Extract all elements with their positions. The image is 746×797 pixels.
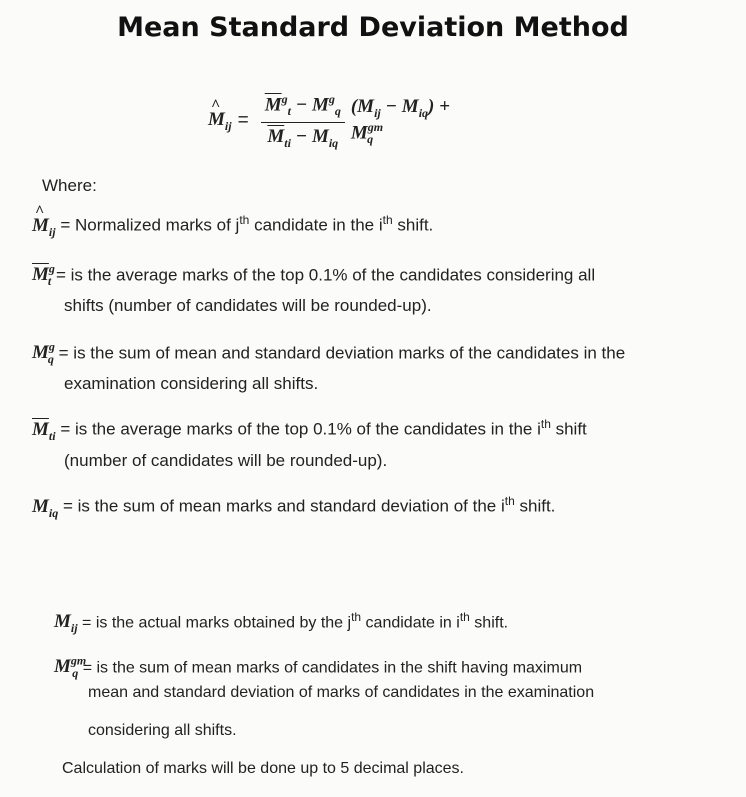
definition-miq: $M_{iq}$ = is the sum of mean marks and standard deviation of the $i^{th}$ shift. bbox=[32, 494, 556, 520]
normalization-formula bbox=[208, 92, 477, 151]
definition-mti: $\overline{M}_{ti}$ = is the average marks of the top 0.1% of the candidates in the $i^{th}$ shift bbox=[32, 417, 587, 443]
formula-tail: $(M_{ij} - M_{iq}) + M^{gm}_q$ bbox=[350, 95, 450, 147]
where-label: Where: bbox=[42, 176, 97, 195]
definition-mtg-continued: shifts (number of candidates will be rounded-up). bbox=[64, 296, 432, 315]
definition-mqgm-continued: mean and standard deviation of marks of candidates in the examination bbox=[88, 684, 595, 701]
equals-sign: = bbox=[237, 110, 249, 132]
definition-mqg-continued: examination considering all shifts. bbox=[64, 374, 319, 393]
formula-fraction: $\frac{\overline{M}^g_t - M^g_q}{\overline{M}_{ti} - M_{iq}}$ bbox=[261, 92, 345, 151]
page-title: Mean Standard Deviation Method bbox=[117, 12, 629, 43]
definition-mtg: $\overline{M}^g_t$ = is the average marks of the top 0.1% of the candidates considering all bbox=[32, 262, 596, 289]
definition-mqgm: $M^{gm}_q$ = is the sum of mean marks of candidates in the shift having maximum bbox=[54, 654, 583, 681]
definition-mti-continued: (number of candidates will be rounded-up). bbox=[64, 451, 388, 470]
formula-lhs: ^ $M_{ij}$ bbox=[208, 109, 232, 134]
footer-note: Calculation of marks will be done up to 5 decimal places. bbox=[62, 760, 464, 777]
definition-mij: ^ $M_{ij}$ = Normalized marks of $j^{th}$ candidate in the $i^{th}$ shift. bbox=[32, 213, 433, 239]
definition-mij-actual: $M_{ij}$ = is the actual marks obtained by the $j^{th}$ candidate in $i^{th}$ shift. bbox=[54, 610, 509, 636]
definition-mqgm-continued-2: considering all shifts. bbox=[88, 722, 237, 739]
definition-mqg: $M^g_q$ = is the sum of mean and standard deviation marks of the candidates in the bbox=[32, 340, 626, 367]
